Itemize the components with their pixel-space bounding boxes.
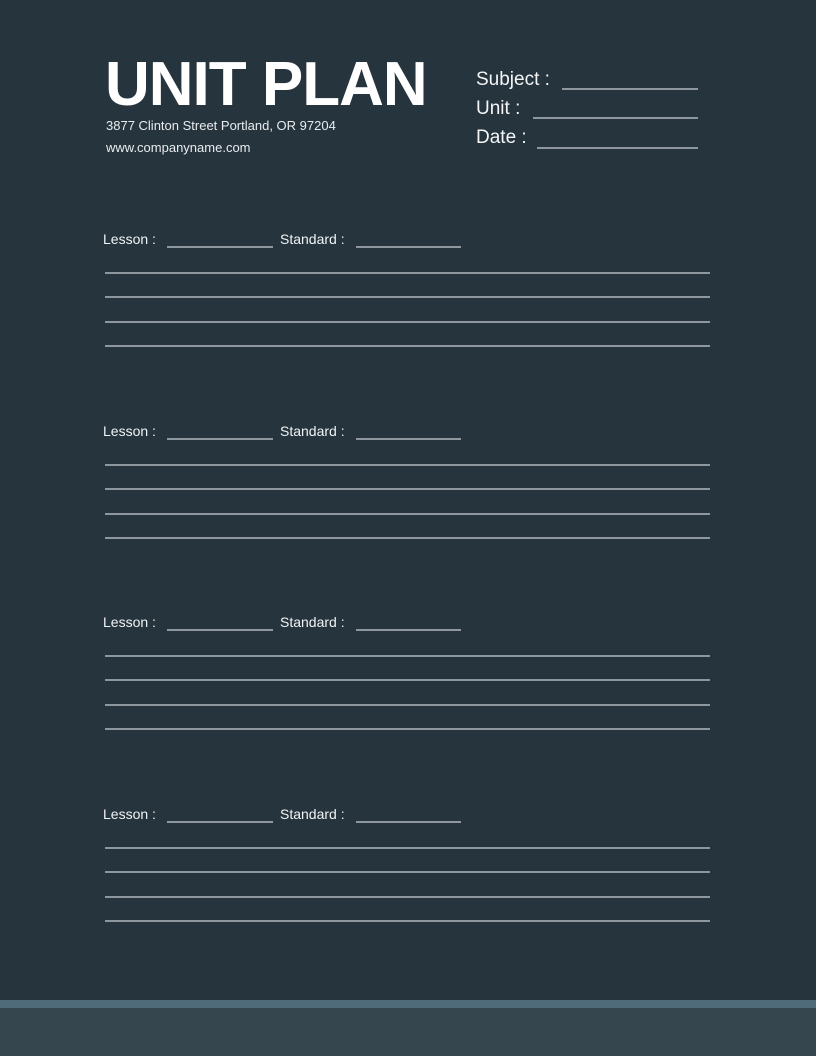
lesson-label: Lesson : bbox=[103, 423, 156, 439]
lesson-block-3 bbox=[103, 614, 713, 636]
unit-field[interactable] bbox=[533, 117, 698, 119]
date-label: Date : bbox=[476, 127, 527, 148]
standard-field[interactable] bbox=[356, 821, 461, 823]
notes-line[interactable] bbox=[105, 537, 710, 539]
lesson-field[interactable] bbox=[167, 438, 273, 440]
standard-field[interactable] bbox=[356, 438, 461, 440]
date-field[interactable] bbox=[537, 147, 698, 149]
standard-label: Standard : bbox=[280, 614, 345, 630]
unit-label: Unit : bbox=[476, 98, 521, 119]
notes-line[interactable] bbox=[105, 704, 710, 706]
standard-field[interactable] bbox=[356, 629, 461, 631]
standard-label: Standard : bbox=[280, 423, 345, 439]
lesson-block-2 bbox=[103, 423, 713, 445]
lesson-label: Lesson : bbox=[103, 614, 156, 630]
notes-line[interactable] bbox=[105, 296, 710, 298]
notes-line[interactable] bbox=[105, 847, 710, 849]
notes-line[interactable] bbox=[105, 728, 710, 730]
footer bbox=[0, 1008, 816, 1056]
lesson-field[interactable] bbox=[167, 246, 273, 248]
notes-line[interactable] bbox=[105, 464, 710, 466]
lesson-field[interactable] bbox=[167, 629, 273, 631]
notes-line[interactable] bbox=[105, 321, 710, 323]
lesson-label: Lesson : bbox=[103, 806, 156, 822]
notes-line[interactable] bbox=[105, 679, 710, 681]
lesson-block-4 bbox=[103, 806, 713, 828]
notes-line[interactable] bbox=[105, 345, 710, 347]
lesson-label: Lesson : bbox=[103, 231, 156, 247]
notes-line[interactable] bbox=[105, 896, 710, 898]
notes-line[interactable] bbox=[105, 871, 710, 873]
lesson-block-1 bbox=[103, 231, 713, 253]
lesson-field[interactable] bbox=[167, 821, 273, 823]
notes-line[interactable] bbox=[105, 655, 710, 657]
notes-line[interactable] bbox=[105, 513, 710, 515]
footer-accent-band bbox=[0, 1000, 816, 1008]
page-title: UNIT PLAN bbox=[105, 50, 427, 119]
notes-line[interactable] bbox=[105, 920, 710, 922]
notes-line[interactable] bbox=[105, 272, 710, 274]
standard-label: Standard : bbox=[280, 231, 345, 247]
company-website: www.companyname.com bbox=[106, 140, 251, 155]
notes-line[interactable] bbox=[105, 488, 710, 490]
company-address: 3877 Clinton Street Portland, OR 97204 bbox=[106, 118, 336, 133]
subject-label: Subject : bbox=[476, 69, 550, 90]
subject-field[interactable] bbox=[562, 88, 698, 90]
standard-field[interactable] bbox=[356, 246, 461, 248]
standard-label: Standard : bbox=[280, 806, 345, 822]
